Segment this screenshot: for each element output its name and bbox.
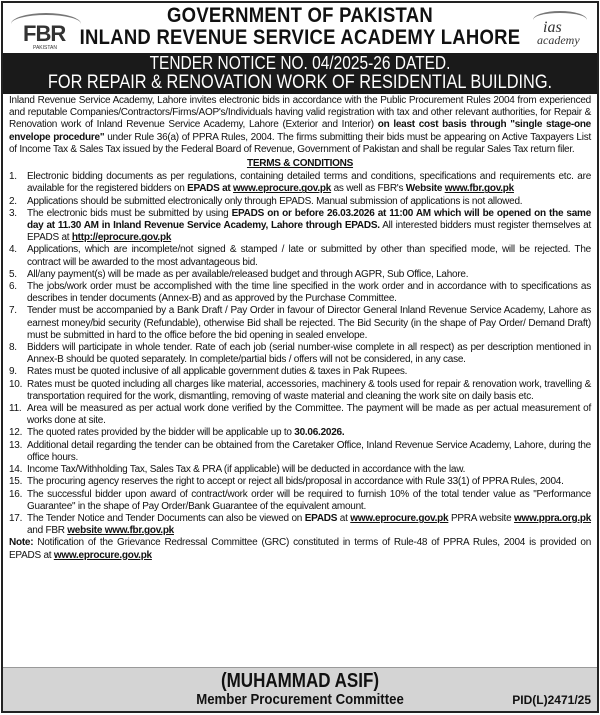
text-segment: Applications, which are incomplete/not signed & stamped / late or submitted by other than specified mode, will be rejected. The contract will be awarded to the most advantageous bid.	[27, 244, 591, 268]
tender-title-band	[3, 53, 597, 94]
text-segment: EPADS	[304, 512, 338, 524]
text-segment: as well as FBR's	[331, 183, 406, 195]
term-number: 5.	[9, 268, 17, 280]
text-segment: Website	[405, 183, 445, 195]
pid-number: PID(L)2471/25	[512, 693, 591, 707]
term-number: 9.	[9, 366, 17, 378]
term-item	[9, 305, 591, 342]
term-item	[9, 281, 591, 305]
text-segment: Tender must be accompanied by a Bank Draft / Pay Order in favour of Director General Inland Revenue Service Academy, Lahore as earnest money/bid security (Refundable), otherwise Bid shall be rejected. The Bid Security (in the shape of Pay Order/ Demand Draft) must be submitted in hard to the office before the bid opening in sealed envelope.	[27, 305, 591, 341]
term-number: 17.	[9, 512, 23, 524]
ias-academy-logo	[531, 9, 589, 51]
term-number: 6.	[9, 281, 17, 293]
term-item	[9, 379, 591, 403]
term-number: 3.	[9, 207, 17, 219]
ias-logo-sub: academy	[537, 33, 580, 47]
terms-list	[9, 171, 591, 537]
signatory-name: (MUHAMMAD ASIF)	[220, 670, 379, 692]
text-segment: Area will be measured as per actual work done verified by the Committee. The payment will be made as per actual measurement of works done at site.	[27, 403, 591, 427]
term-item	[9, 427, 591, 439]
ias-logo-text: ias	[543, 19, 562, 36]
terms-heading: TERMS & CONDITIONS	[246, 158, 354, 170]
term-number: 15.	[9, 476, 23, 488]
term-number: 4.	[9, 244, 17, 256]
term-number: 7.	[9, 305, 17, 317]
text-segment: at	[337, 512, 351, 524]
text-segment: The Tender Notice and Tender Documents can also be viewed on	[27, 512, 305, 524]
term-item	[9, 171, 591, 195]
link[interactable]: www.ppra.org.pk	[514, 512, 592, 524]
tender-number: TENDER NOTICE NO. 04/2025-26 DATED.	[149, 53, 451, 73]
header	[3, 3, 597, 53]
term-item	[9, 513, 591, 537]
signature-footer	[3, 667, 597, 711]
text-segment: Note:	[9, 537, 34, 549]
term-item	[9, 440, 591, 464]
term-item	[9, 464, 591, 476]
link[interactable]: website www.fbr.gov.pk	[67, 525, 174, 537]
fbr-logo-sub: PAKISTAN	[33, 45, 57, 51]
text-segment: Bidders will participate in whole tender. Rate of each job (serial number-wise complete in all respect) as per description mentioned in Annex-B should be quoted separately. In complete/partial bids / offers will not be considered, in any case.	[27, 342, 591, 366]
text-segment: All interested bidders must register themselves at EPADS at	[27, 220, 591, 244]
term-number: 12.	[9, 427, 23, 439]
term-number: 16.	[9, 488, 23, 500]
term-item	[9, 244, 591, 268]
term-number: 1.	[9, 171, 17, 183]
text-segment: All/any payment(s) will be made as per available/released budget and through AGPR, Sub Office, Lahore.	[27, 268, 469, 280]
term-number: 11.	[9, 403, 22, 415]
text-segment: Inland Revenue Service Academy, Lahore invites electronic bids in accordance with the Public Procurement Rules 2004 from experienced and reputable Companies/Contractors/Firms/AOP's/Individuals having valid registration with tax and other relevant authorities, for Repair & Renovation work of Inland Revenue Service Academy, Lahore (Exterior and Interior)	[9, 95, 591, 131]
tender-notice	[1, 1, 599, 713]
text-segment: EPADS on or before 26.03.2026 at 11:00 AM which will be opened on the same day at 11.30 AM in Inland Revenue Service Academy, Lahore through EPADS.	[27, 207, 592, 232]
term-item	[9, 489, 591, 513]
term-item	[9, 476, 591, 488]
link[interactable]: http://eprocure.gov.pk	[71, 232, 172, 244]
text-segment: Additional detail regarding the tender can be obtained from the Caretaker Office, Inland Revenue Service Academy, Lahore, during the office hours.	[27, 439, 591, 463]
tender-subject: FOR REPAIR & RENOVATION WORK OF RESIDENTIAL BUILDING.	[47, 72, 553, 93]
text-segment: The procuring agency reserves the right to accept or reject all bids/proposal in accordance with Rule 33(1) of PPRA Rules, 2004.	[27, 476, 564, 488]
signatory-role: Member Procurement Committee	[196, 691, 404, 708]
note-paragraph	[9, 537, 591, 561]
text-segment: Rates must be quoted including all charges like material, accessories, machinery & tools used for repair & renovation work, travelling & transportation required for the work, dismantling, removing of waste material and cleaning the work site on daily basis etc.	[27, 378, 591, 402]
text-segment: Rates must be quoted inclusive of all applicable government duties & taxes in Pak Rupees.	[27, 366, 408, 378]
term-item	[9, 269, 591, 281]
link[interactable]: www.eprocure.gov.pk	[53, 549, 152, 561]
text-segment: Income Tax/Withholding Tax, Sales Tax & PRA (if applicable) will be deducted in accordance with the law.	[27, 464, 466, 476]
term-item	[9, 403, 591, 427]
term-number: 2.	[9, 195, 17, 207]
title-government: GOVERNMENT OF PAKISTAN	[167, 4, 433, 27]
term-number: 8.	[9, 342, 17, 354]
text-segment: 30.06.2026.	[294, 427, 345, 439]
title-academy: INLAND REVENUE SERVICE ACADEMY LAHORE	[79, 26, 521, 49]
text-segment: under Rule 36(a) of PPRA Rules, 2004. The firms submitting their bids must be appearing on Active Taxpayers List of Income Tax & Sales Tax issued by the Federal Board of Revenue, Government of Pakistan and shall be regular Sales Tax return filer.	[9, 131, 591, 155]
text-segment: PPRA website	[448, 512, 515, 524]
fbr-logo-text: FBR	[23, 21, 66, 46]
text-segment: The jobs/work order must be accomplished with the time line specified in the work order and in accordance with to specifications as describes in tender documents (Annex-B) and as approved by the Purchase Committee.	[27, 281, 591, 305]
term-item	[9, 342, 591, 366]
term-number: 14.	[9, 464, 23, 476]
link[interactable]: www.eprocure.gov.pk	[350, 512, 449, 524]
intro-paragraph	[9, 95, 591, 156]
text-segment: on least cost basis through "single stage-one envelope procedure"	[9, 119, 591, 143]
term-item	[9, 208, 591, 245]
notice-body	[3, 94, 597, 562]
text-segment: and FBR	[27, 525, 68, 537]
text-segment: EPADS at	[187, 183, 234, 195]
link[interactable]: www.eprocure.gov.pk	[233, 183, 332, 195]
text-segment: Electronic bidding documents as per regulations, containing detailed terms and conditions, specifications and requirements etc. are available for the registered bidders on	[27, 171, 591, 195]
text-segment: The successful bidder upon award of contract/work order will be required to furnish 10% of the total tender value as "Performance Guarantee" in the shape of Pay Order/Bank Guarantee of the equivalent amount.	[27, 488, 591, 512]
term-number: 10.	[9, 378, 23, 390]
text-segment: The quoted rates provided by the bidder will be applicable up to	[27, 427, 295, 439]
text-segment: Notification of the Grievance Redressal Committee (GRC) constituted in terms of Rule-48 of PPRA Rules, 2004 is provided on EPADS at	[9, 537, 591, 561]
term-item	[9, 366, 591, 378]
link[interactable]: www.fbr.gov.pk	[444, 183, 514, 195]
text-segment: The electronic bids must be submitted by using	[27, 207, 232, 219]
text-segment: Applications should be submitted electronically only through EPADS. Manual submission of applications is not allowed.	[27, 195, 523, 207]
term-item	[9, 196, 591, 208]
term-number: 13.	[9, 439, 23, 451]
